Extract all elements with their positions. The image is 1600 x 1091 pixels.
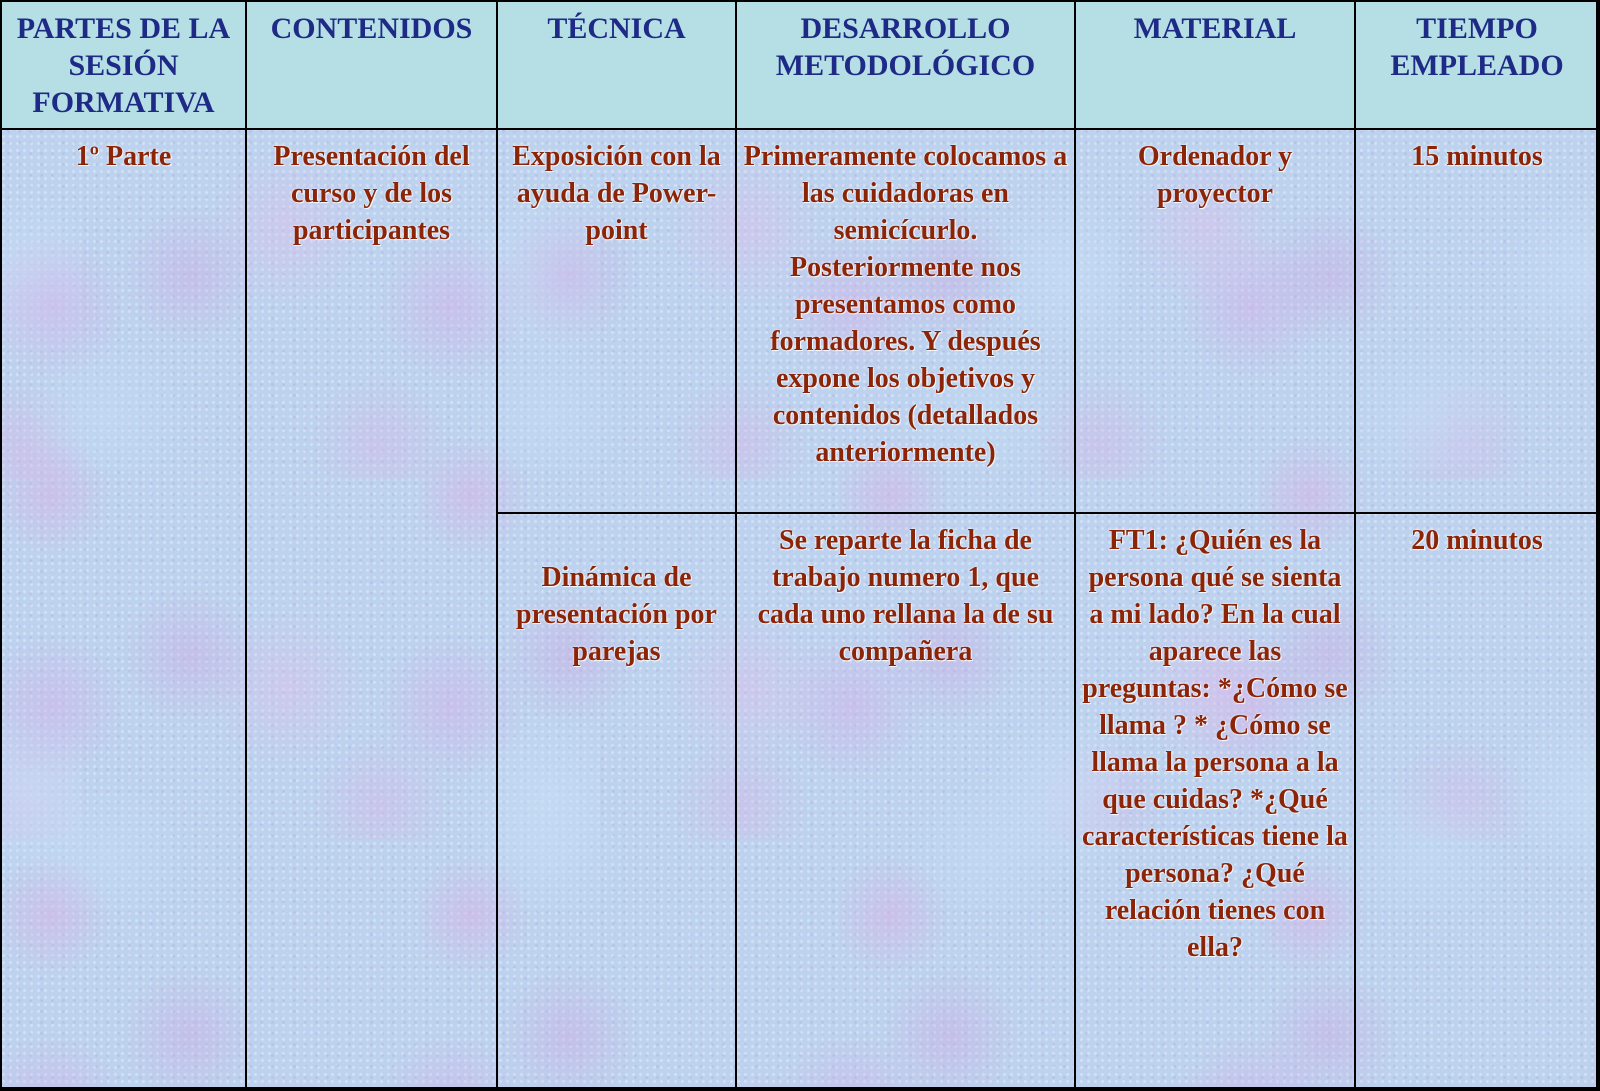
header-row bbox=[1, 1, 1599, 129]
cell-material-2: FT1: ¿Quién es la persona qué se sienta a mi lado? En la cual aparece las preguntas: *¿Cómo se llama ? * ¿Cómo se llama la persona a la que cuidas? *¿Qué características tiene la persona? ¿Qué relación tienes con ella? bbox=[1075, 513, 1355, 1090]
cell-tiempo-1: 15 minutos bbox=[1355, 129, 1599, 513]
header-tecnica: TÉCNICA bbox=[497, 1, 736, 129]
header-tiempo: TIEMPO EMPLEADO bbox=[1355, 1, 1599, 129]
header-desarrollo: DESARROLLO METODOLÓGICO bbox=[736, 1, 1075, 129]
cell-desarrollo-1: Primeramente colocamos a las cuidadoras en semicícurlo. Posteriormente nos presentamos como formadores. Y después expone los objetivos y contenidos (detallados anteriormente) bbox=[736, 129, 1075, 513]
cell-contenido: Presentación del curso y de los participantes bbox=[246, 129, 497, 1090]
cell-parte: 1º Parte bbox=[1, 129, 246, 1090]
cell-desarrollo-2: Se reparte la ficha de trabajo numero 1, que cada uno rellana la de su compañera bbox=[736, 513, 1075, 1090]
cell-tecnica-1: Exposición con la ayuda de Power- point bbox=[497, 129, 736, 513]
cell-tecnica-2: Dinámica de presentación por parejas bbox=[497, 513, 736, 1090]
header-contenidos: CONTENIDOS bbox=[246, 1, 497, 129]
cell-tiempo-2: 20 minutos bbox=[1355, 513, 1599, 1090]
header-partes: PARTES DE LA SESIÓN FORMATIVA bbox=[1, 1, 246, 129]
table-row bbox=[1, 129, 1599, 513]
header-material: MATERIAL bbox=[1075, 1, 1355, 129]
cell-material-1: Ordenador y proyector bbox=[1075, 129, 1355, 513]
